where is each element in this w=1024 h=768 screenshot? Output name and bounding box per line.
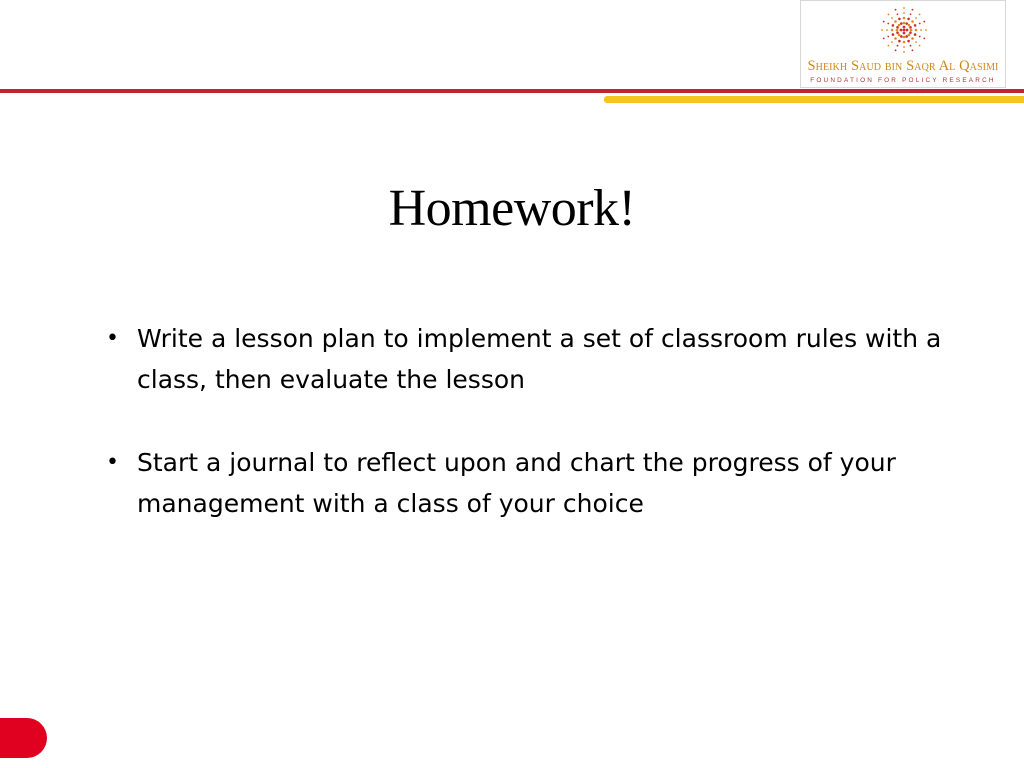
logo-name: Sheikh Saud bin Saqr Al Qasimi [807, 58, 999, 74]
bullet-text-2: Start a journal to reflect upon and chart the progress of your management with a class of your choice [137, 448, 896, 518]
bullet-dot-icon: • [106, 326, 119, 351]
foundation-logo [800, 0, 1006, 88]
header-gold-accent [604, 96, 1024, 103]
bullet-list [100, 318, 960, 566]
corner-tab [0, 718, 47, 758]
bullet-item-2 [100, 442, 960, 524]
sunburst-logo-icon [875, 3, 933, 57]
logo-subtitle: FOUNDATION FOR POLICY RESEARCH [810, 77, 996, 84]
bullet-dot-icon: • [106, 450, 119, 475]
header-red-rule [0, 89, 1024, 93]
slide-title: Homework! [388, 180, 636, 237]
bullet-item-1 [100, 318, 960, 400]
bullet-text-1: Write a lesson plan to implement a set of classroom rules with a class, then evaluate the lesson [137, 324, 942, 394]
